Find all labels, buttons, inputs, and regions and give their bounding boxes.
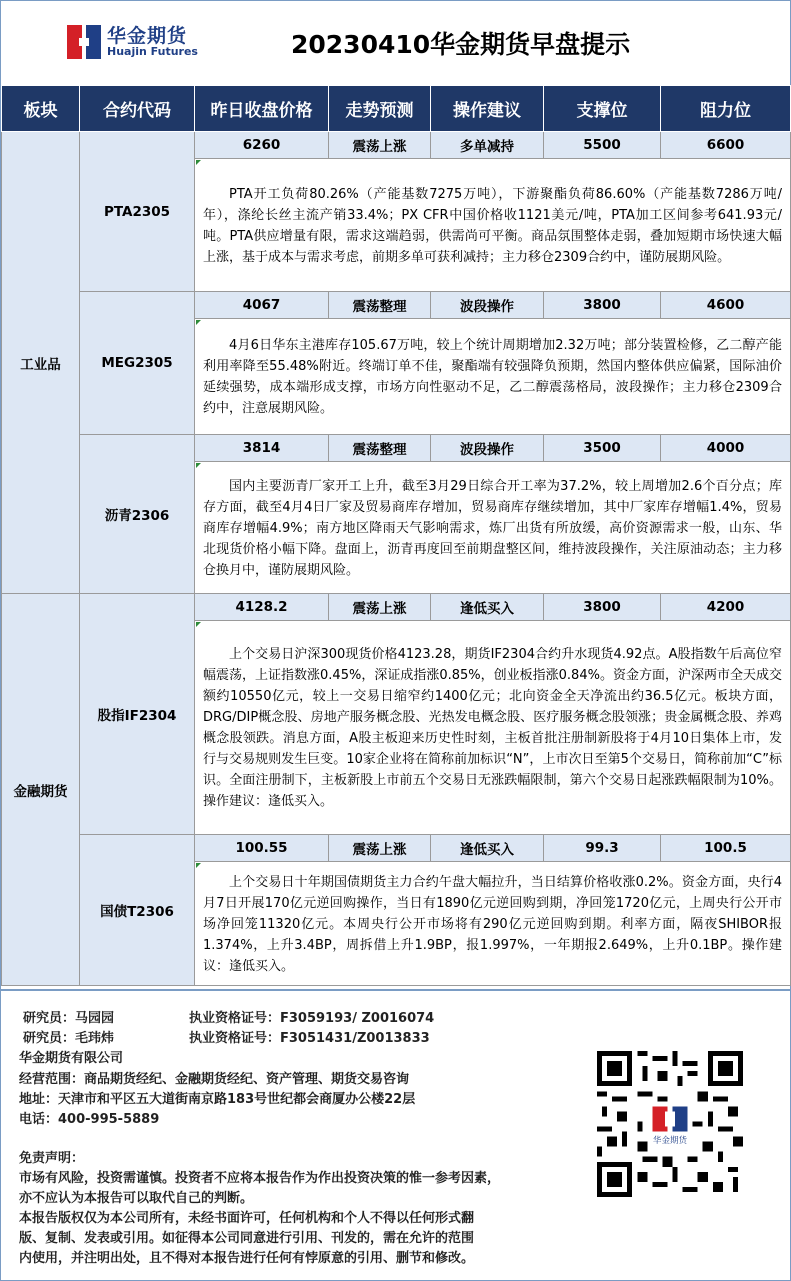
operation-advice: 波段操作: [431, 292, 544, 319]
sector-cell: 金融期货: [2, 594, 80, 986]
resistance-level: 100.5: [661, 835, 791, 862]
resistance-level: 6600: [661, 132, 791, 159]
resistance-level: 4600: [661, 292, 791, 319]
support-level: 3800: [544, 594, 661, 621]
company-phone: 电话：400-995-5889: [19, 1112, 160, 1127]
table-header-row: [2, 86, 791, 132]
support-level: 3800: [544, 292, 661, 319]
close-price: 6260: [195, 132, 329, 159]
report-header: [1, 1, 790, 85]
company-address: 地址：天津市和平区五大道街南京路183号世纪都会商厦办公楼22层: [19, 1092, 416, 1107]
huajin-logo-icon: [67, 25, 101, 59]
close-price: 4067: [195, 292, 329, 319]
report-footer: [1, 989, 790, 1280]
support-level: 5500: [544, 132, 661, 159]
table-row: [2, 835, 791, 862]
table-row: [2, 292, 791, 319]
operation-advice: 多单减持: [431, 132, 544, 159]
trend-forecast: 震荡整理: [329, 435, 431, 462]
company-logo: [67, 21, 207, 63]
close-price: 4128.2: [195, 594, 329, 621]
disclaimer-text: 版、复制、发表或引用。如征得本公司同意进行引用、刊发的，需在允许的范围: [19, 1231, 475, 1246]
qr-code-icon[interactable]: [597, 1051, 743, 1197]
close-price: 100.55: [195, 835, 329, 862]
logo-english-name: Huajin Futures: [107, 45, 198, 58]
company-name: 华金期货有限公司: [19, 1051, 124, 1066]
disclaimer-text: 亦不应认为本报告可以取代自己的判断。: [19, 1191, 254, 1206]
support-level: 3500: [544, 435, 661, 462]
trend-forecast: 震荡整理: [329, 292, 431, 319]
contract-code: 沥青2306: [80, 435, 195, 594]
column-header: 合约代码: [80, 86, 195, 132]
comment-marker-icon: [196, 160, 201, 165]
operation-advice: 逢低买入: [431, 594, 544, 621]
business-scope: 经营范围：商品期货经纪、金融期货经纪、资产管理、期货交易咨询: [19, 1072, 410, 1087]
analysis-text: 国内主要沥青厂家开工上升，截至3月29日综合开工率为37.2%，较上周增加2.6个百分点；库存方面，截至4月4日厂家及贸易商库存增加，贸易商库存继续增加，其中厂家库存增幅1.4%，贸易商库存增幅4.9%；南方地区降雨天气影响需求，炼厂出货有所放缓，高价资源需求一般，山东、华北现货价格小幅下降。盘面上，沥青再度回至前期盘整区间，维持波段操作，关注原油动态；主力移仓换月中，谨防展期风险。: [203, 478, 782, 578]
analysis-cell: [195, 319, 791, 435]
qr-center-label: 华金期货: [652, 1136, 688, 1147]
analysis-text: PTA开工负荷80.26%（产能基数7275万吨），下游聚酯负荷86.60%（产能基数7286万吨/年），涤纶长丝主流产销33.4%；PX CFR中国价格收1121美元/吨，PTA加工区间参考641.93元/吨。PTA供应增量有限，需求这端趋弱，供需尚可平衡。商品氛围整体走弱，叠加短期市场快速大幅上涨，基于成本与需求考虑，前期多单可获利减持；主力移仓2309合约中，谨防展期风险。: [203, 186, 782, 265]
briefing-table: [1, 85, 791, 986]
certificate-number: 执业资格证号：F3059193/ Z0016074: [189, 1011, 435, 1026]
table-row: [2, 435, 791, 462]
column-header: 板块: [2, 86, 80, 132]
analysis-text: 上个交易日沪深300现货价格4123.28，期货IF2304合约升水现货4.92点。A股指数午后高位窄幅震荡，上证指数涨0.45%，深证成指涨0.85%，创业板指涨0.84%。资金方面，沪深两市全天成交额约10550亿元，较上一交易日缩窄约1400亿元；北向资金全天净流出约36.5亿元。板块方面，DRG/DIP概念股、房地产服务概念股、光热发电概念股、医疗服务概念股领涨；贵金属概念股、养鸡概念股领跌。消息方面，A股主板迎来历史性时刻，主板首批注册制新股将于4月10日集体上市，发行与交易规则发生巨变。10家企业将在简称前加标识“N”，上市次日至第5个交易日，简称前加“C”标识。全面注册制下，主板新股上市前五个交易日无涨跌幅限制，第六个交易日起涨跌幅限制为10%。操作建议：逢低买入。: [203, 647, 782, 809]
disclaimer-text: 市场有风险，投资需谨慎。投资者不应将本报告作为作出投资决策的惟一参考因素，: [19, 1171, 501, 1186]
resistance-level: 4200: [661, 594, 791, 621]
comment-marker-icon: [196, 320, 201, 325]
comment-marker-icon: [196, 622, 201, 627]
researcher-name: 研究员：毛玮炜: [23, 1031, 115, 1046]
trend-forecast: 震荡上涨: [329, 594, 431, 621]
analysis-cell: [195, 862, 791, 986]
trend-forecast: 震荡上涨: [329, 835, 431, 862]
page-title: 20230410华金期货早盘提示: [291, 30, 631, 59]
disclaimer-text: 内使用，并注明出处，且不得对本报告进行任何有悖原意的引用、删节和修改。: [19, 1251, 475, 1266]
close-price: 3814: [195, 435, 329, 462]
table-row: [2, 132, 791, 159]
contract-code: PTA2305: [80, 132, 195, 292]
resistance-level: 4000: [661, 435, 791, 462]
contract-code: 股指IF2304: [80, 594, 195, 835]
analysis-text: 4月6日华东主港库存105.67万吨，较上个统计周期增加2.32万吨；部分装置检修，乙二醇产能利用率降至55.48%附近。终端订单不佳，聚酯端有较强降负预期，然国内整体供应偏紧，国际油价延续强势，成本端形成支撑，市场方向性驱动不足，乙二醇震荡格局，波段操作；主力移仓2309合约中，注意展期风险。: [203, 338, 782, 416]
analysis-cell: [195, 462, 791, 594]
analysis-cell: [195, 159, 791, 292]
logo-chinese-name: 华金期货: [107, 25, 188, 47]
researcher-name: 研究员：马园园: [23, 1011, 115, 1026]
column-header: 支撑位: [544, 86, 661, 132]
disclaimer-title: 免责声明：: [19, 1151, 85, 1166]
support-level: 99.3: [544, 835, 661, 862]
table-row: [2, 594, 791, 621]
comment-marker-icon: [196, 463, 201, 468]
contract-code: MEG2305: [80, 292, 195, 435]
contract-code: 国债T2306: [80, 835, 195, 986]
column-header: 昨日收盘价格: [195, 86, 329, 132]
analysis-cell: [195, 621, 791, 835]
certificate-number: 执业资格证号：F3051431/Z0013833: [189, 1031, 430, 1046]
analysis-text: 上个交易日十年期国债期货主力合约午盘大幅拉升，当日结算价格收涨0.2%。资金方面，央行4月7日开展170亿元逆回购操作，当日有1890亿元逆回购到期，净回笼1720亿元，上周央行公开市场净回笼11320亿元。本周央行公开市场将有290亿元逆回购到期。利率方面，隔夜SHIBOR报1.374%，上升3.4BP，周拆借上升1.9BP，报1.997%，一年期报2.649%，上升0.1BP。操作建议：逢低买入。: [203, 874, 782, 974]
comment-marker-icon: [196, 863, 201, 868]
trend-forecast: 震荡上涨: [329, 132, 431, 159]
sector-cell: 工业品: [2, 132, 80, 594]
column-header: 走势预测: [329, 86, 431, 132]
column-header: 操作建议: [431, 86, 544, 132]
operation-advice: 波段操作: [431, 435, 544, 462]
column-header: 阻力位: [661, 86, 791, 132]
disclaimer-text: 本报告版权仅为本公司所有，未经书面许可，任何机构和个人不得以任何形式翻: [19, 1211, 475, 1226]
operation-advice: 逢低买入: [431, 835, 544, 862]
